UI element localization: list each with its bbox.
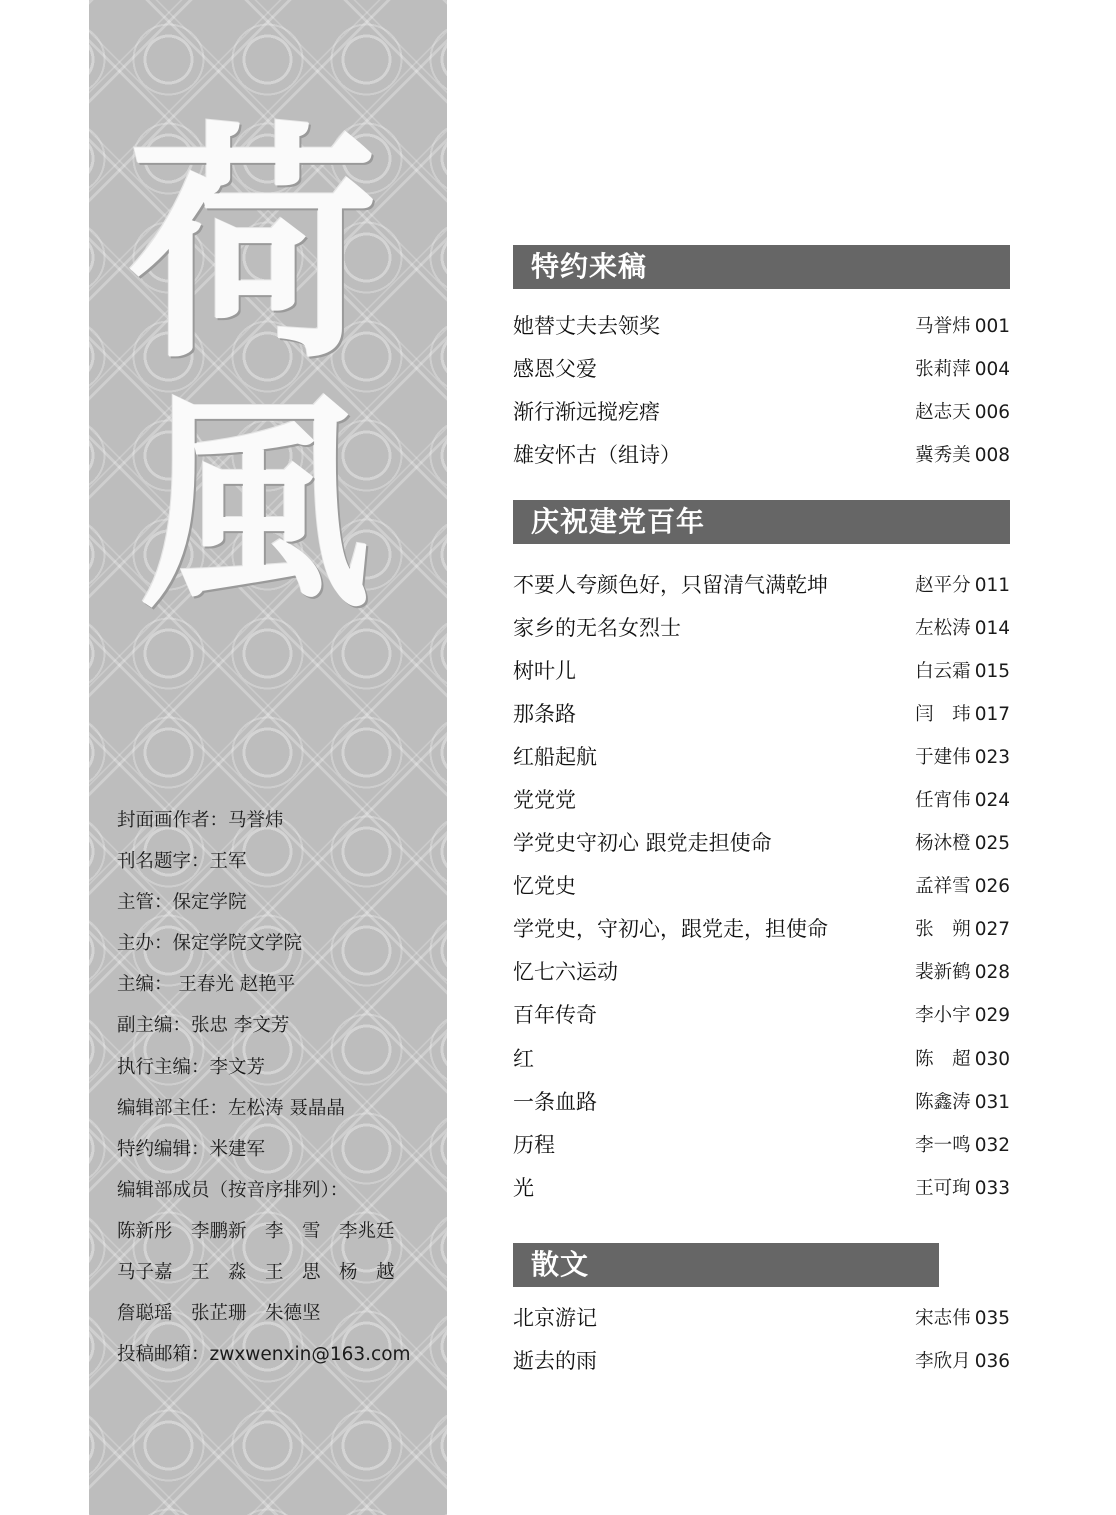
entry-title: 那条路 [513,701,576,726]
entry-title: 北京游记 [513,1305,597,1330]
credit-submission-email: 投稿邮箱：zwxwenxin@163.com [117,1344,411,1366]
toc-entry[interactable] [513,821,1010,864]
credits-list [117,800,437,1375]
entry-author: 张莉萍 [915,358,971,380]
calligraphy-title-char-2: 風 [140,370,371,640]
toc-entry[interactable] [513,1079,1010,1122]
entry-title: 逝去的雨 [513,1348,597,1373]
toc-entry[interactable] [513,432,1010,475]
entry-meta [915,743,1010,769]
entry-page: 027 [974,919,1010,941]
entry-meta [915,398,1010,424]
toc-entry[interactable] [513,777,1010,820]
entry-meta [915,1045,1010,1071]
entry-page: 033 [974,1177,1010,1199]
entry-author: 李欣月 [915,1350,971,1372]
calligraphy-title-char-1: 荷 [128,98,368,392]
entry-meta [915,312,1010,338]
entry-page: 023 [974,746,1010,768]
entry-title: 她替丈夫去领奖 [513,313,660,338]
entry-meta [915,958,1010,984]
section-header: 庆祝建党百年 [513,500,1010,544]
entry-author: 裴新鹤 [915,962,971,984]
entry-author: 宋志伟 [915,1307,971,1329]
credit-contributing-editor: 特约编辑：米建军 [117,1138,266,1160]
credit-title-calligrapher: 刊名题字：王军 [117,851,247,873]
toc-entry[interactable] [513,1295,1010,1338]
entry-page: 011 [974,574,1010,596]
entry-page: 017 [974,703,1010,725]
entry-title: 学党史守初心 跟党走担使命 [513,831,772,856]
entry-author: 陈鑫涛 [915,1091,971,1113]
entry-meta [915,786,1010,812]
entry-page: 031 [974,1091,1010,1113]
toc-entry[interactable] [513,648,1010,691]
toc-entry[interactable] [513,864,1010,907]
entry-meta [915,1131,1010,1157]
entry-page: 014 [974,617,1010,639]
entry-title: 党党党 [513,788,576,813]
entry-title: 历程 [513,1132,555,1157]
entry-page: 032 [974,1134,1010,1156]
entry-page: 006 [974,401,1010,423]
credit-sponsor: 主办：保定学院文学院 [117,933,303,955]
entry-meta [915,872,1010,898]
entry-title: 忆党史 [513,874,576,899]
credit-supervisor: 主管：保定学院 [117,892,247,914]
entry-page: 004 [974,358,1010,380]
entry-author: 任宵伟 [915,790,971,812]
entry-title: 雄安怀古（组诗） [513,442,681,467]
entry-title: 忆七六运动 [513,960,618,985]
toc-entry[interactable] [513,907,1010,950]
entry-title: 家乡的无名女烈士 [513,615,681,640]
credit-members-row: 陈新彤 李鹏新 李 雪 李兆廷 [117,1220,395,1242]
entry-page: 028 [974,962,1010,984]
entry-meta [915,1304,1010,1330]
entry-meta [915,614,1010,640]
entry-page: 029 [974,1005,1010,1027]
toc-entry[interactable] [513,1122,1010,1165]
entry-title: 红船起航 [513,744,597,769]
toc-entry[interactable] [513,1338,1010,1381]
entry-meta [915,915,1010,941]
entry-meta [915,1174,1010,1200]
entry-title: 感恩父爱 [513,356,597,381]
entry-author: 李小宇 [915,1005,971,1027]
entry-author: 闫 玮 [915,703,971,725]
section-header: 特约来稿 [513,245,1010,289]
section-entries [513,303,1010,475]
toc-entry[interactable] [513,562,1010,605]
credit-chief-editor: 主编： 王春光 赵艳平 [117,974,296,996]
credit-members-row: 詹聪瑶 张芷珊 朱德坚 [117,1303,321,1325]
entry-title: 树叶儿 [513,658,576,683]
toc-entry[interactable] [513,1165,1010,1208]
toc-entry[interactable] [513,734,1010,777]
entry-author: 孟祥雪 [915,876,971,898]
entry-title: 光 [513,1175,534,1200]
credit-executive-editor: 执行主编：李文芳 [117,1056,266,1078]
entry-page: 026 [974,876,1010,898]
entry-page: 030 [974,1048,1010,1070]
entry-title: 百年传奇 [513,1003,597,1028]
credit-editorial-director: 编辑部主任：左松涛 聂晶晶 [117,1097,345,1119]
entry-page: 015 [974,660,1010,682]
entry-meta [915,657,1010,683]
entry-title: 一条血路 [513,1089,597,1114]
entry-author: 杨沐橙 [915,833,971,855]
entry-page: 035 [974,1307,1010,1329]
credit-members-heading: 编辑部成员（按音序排列）： [117,1179,349,1201]
entry-author: 冀秀美 [915,444,971,466]
entry-author: 白云霜 [915,660,971,682]
toc-entry[interactable] [513,605,1010,648]
entry-page: 001 [974,315,1010,337]
entry-meta [915,571,1010,597]
entry-author: 赵平分 [915,574,971,596]
entry-author: 马誉炜 [915,315,971,337]
toc-entry[interactable] [513,1036,1010,1079]
entry-page: 008 [974,444,1010,466]
entry-title: 学党史，守初心，跟党走，担使命 [513,917,828,942]
entry-meta [915,1347,1010,1373]
credit-members-row: 马子嘉 王 淼 王 思 杨 越 [117,1262,395,1284]
section-entries [513,562,1010,1208]
entry-author: 赵志天 [915,401,971,423]
entry-page: 024 [974,790,1010,812]
entry-meta [915,829,1010,855]
entry-page: 025 [974,833,1010,855]
entry-meta [915,441,1010,467]
entry-meta [915,355,1010,381]
entry-author: 王可珣 [915,1177,971,1199]
entry-meta [915,700,1010,726]
section-header: 散文 [513,1243,939,1287]
entry-title: 不要人夸颜色好，只留清气满乾坤 [513,572,828,597]
entry-title: 红 [513,1046,534,1071]
toc-entry[interactable] [513,303,1010,346]
entry-title: 渐行渐远搅疙瘩 [513,399,660,424]
toc-entry[interactable] [513,950,1010,993]
toc-entry[interactable] [513,993,1010,1036]
entry-author: 张 朔 [915,919,971,941]
credit-cover-artist: 封面画作者：马誉炜 [117,810,284,831]
toc-entry[interactable] [513,346,1010,389]
entry-page: 036 [974,1350,1010,1372]
entry-meta [915,1088,1010,1114]
toc-entry[interactable] [513,389,1010,432]
entry-author: 于建伟 [915,746,971,768]
credit-deputy-editor: 副主编：张忠 李文芳 [117,1015,290,1037]
entry-author: 左松涛 [915,617,971,639]
entry-author: 李一鸣 [915,1134,971,1156]
toc-entry[interactable] [513,691,1010,734]
section-entries [513,1295,1010,1381]
entry-author: 陈 超 [915,1048,971,1070]
entry-meta [915,1001,1010,1027]
